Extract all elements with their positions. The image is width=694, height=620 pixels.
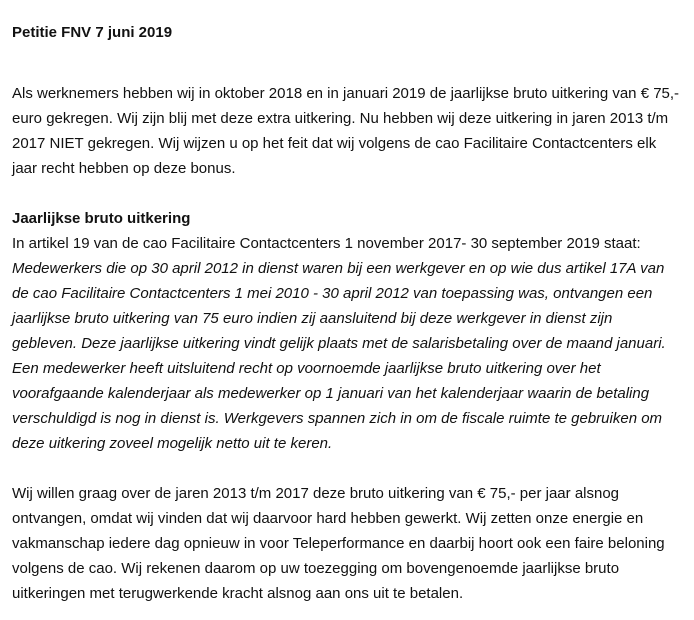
section-heading: Jaarlijkse bruto uitkering bbox=[12, 210, 191, 227]
article-intro-line: In artikel 19 van de cao Facilitaire Contactcenters 1 november 2017- 30 september 2019 staat: bbox=[12, 235, 641, 252]
document-title: Petitie FNV 7 juni 2019 bbox=[12, 24, 173, 41]
paragraph-intro: Als werknemers hebben wij in oktober 2018 en in januari 2019 de jaarlijkse bruto uitkering van € 75,- euro gekregen. Wij zijn blij met deze extra uitkering. Nu hebben wij deze uitkering in jaren 2013 t/m 2017 NIET gekregen. Wij wijzen u op het feit dat wij volgens de cao Facilitaire Contactcenters elk jaar recht hebben op deze bonus. bbox=[12, 85, 680, 177]
paragraph-request: Wij willen graag over de jaren 2013 t/m 2017 deze bruto uitkering van € 75,- per jaar alsnog ontvangen, omdat wij vinden dat wij daarvoor hard hebben gewerkt. Wij zetten onze energie en vakmanschap iedere dag opnieuw in voor Teleperformance en daarbij hoort ook een faire beloning volgens de cao. Wij rekenen daarom op uw toezegging om bovengenoemde jaarlijkse bruto uitkeringen met terugwerkende kracht alsnog aan ons uit te betalen. bbox=[12, 485, 665, 602]
cao-quote: Medewerkers die op 30 april 2012 in dienst waren bij een werkgever en op wie dus artikel 17A van de cao Facilitaire Contactcenters 1 mei 2010 - 30 april 2012 van toepassing was, ontvangen een jaarlijkse bruto uitkering van 75 euro indien zij aansluitend bij deze werkgever in dienst zijn gebleven. Deze jaarlijkse uitkering vindt gelijk plaats met de salarisbetaling over de maand januari. Een medewerker heeft uitsluitend recht op voornoemde jaarlijkse bruto uitkering over het voorafgaande kalenderjaar als medewerker op 1 januari van het kalenderjaar waarin de betaling verschuldigd is nog in dienst is. Werkgevers spannen zich in om de fiscale ruimte te gebruiken om deze uitkering zoveel mogelijk netto uit te keren. bbox=[12, 260, 666, 452]
